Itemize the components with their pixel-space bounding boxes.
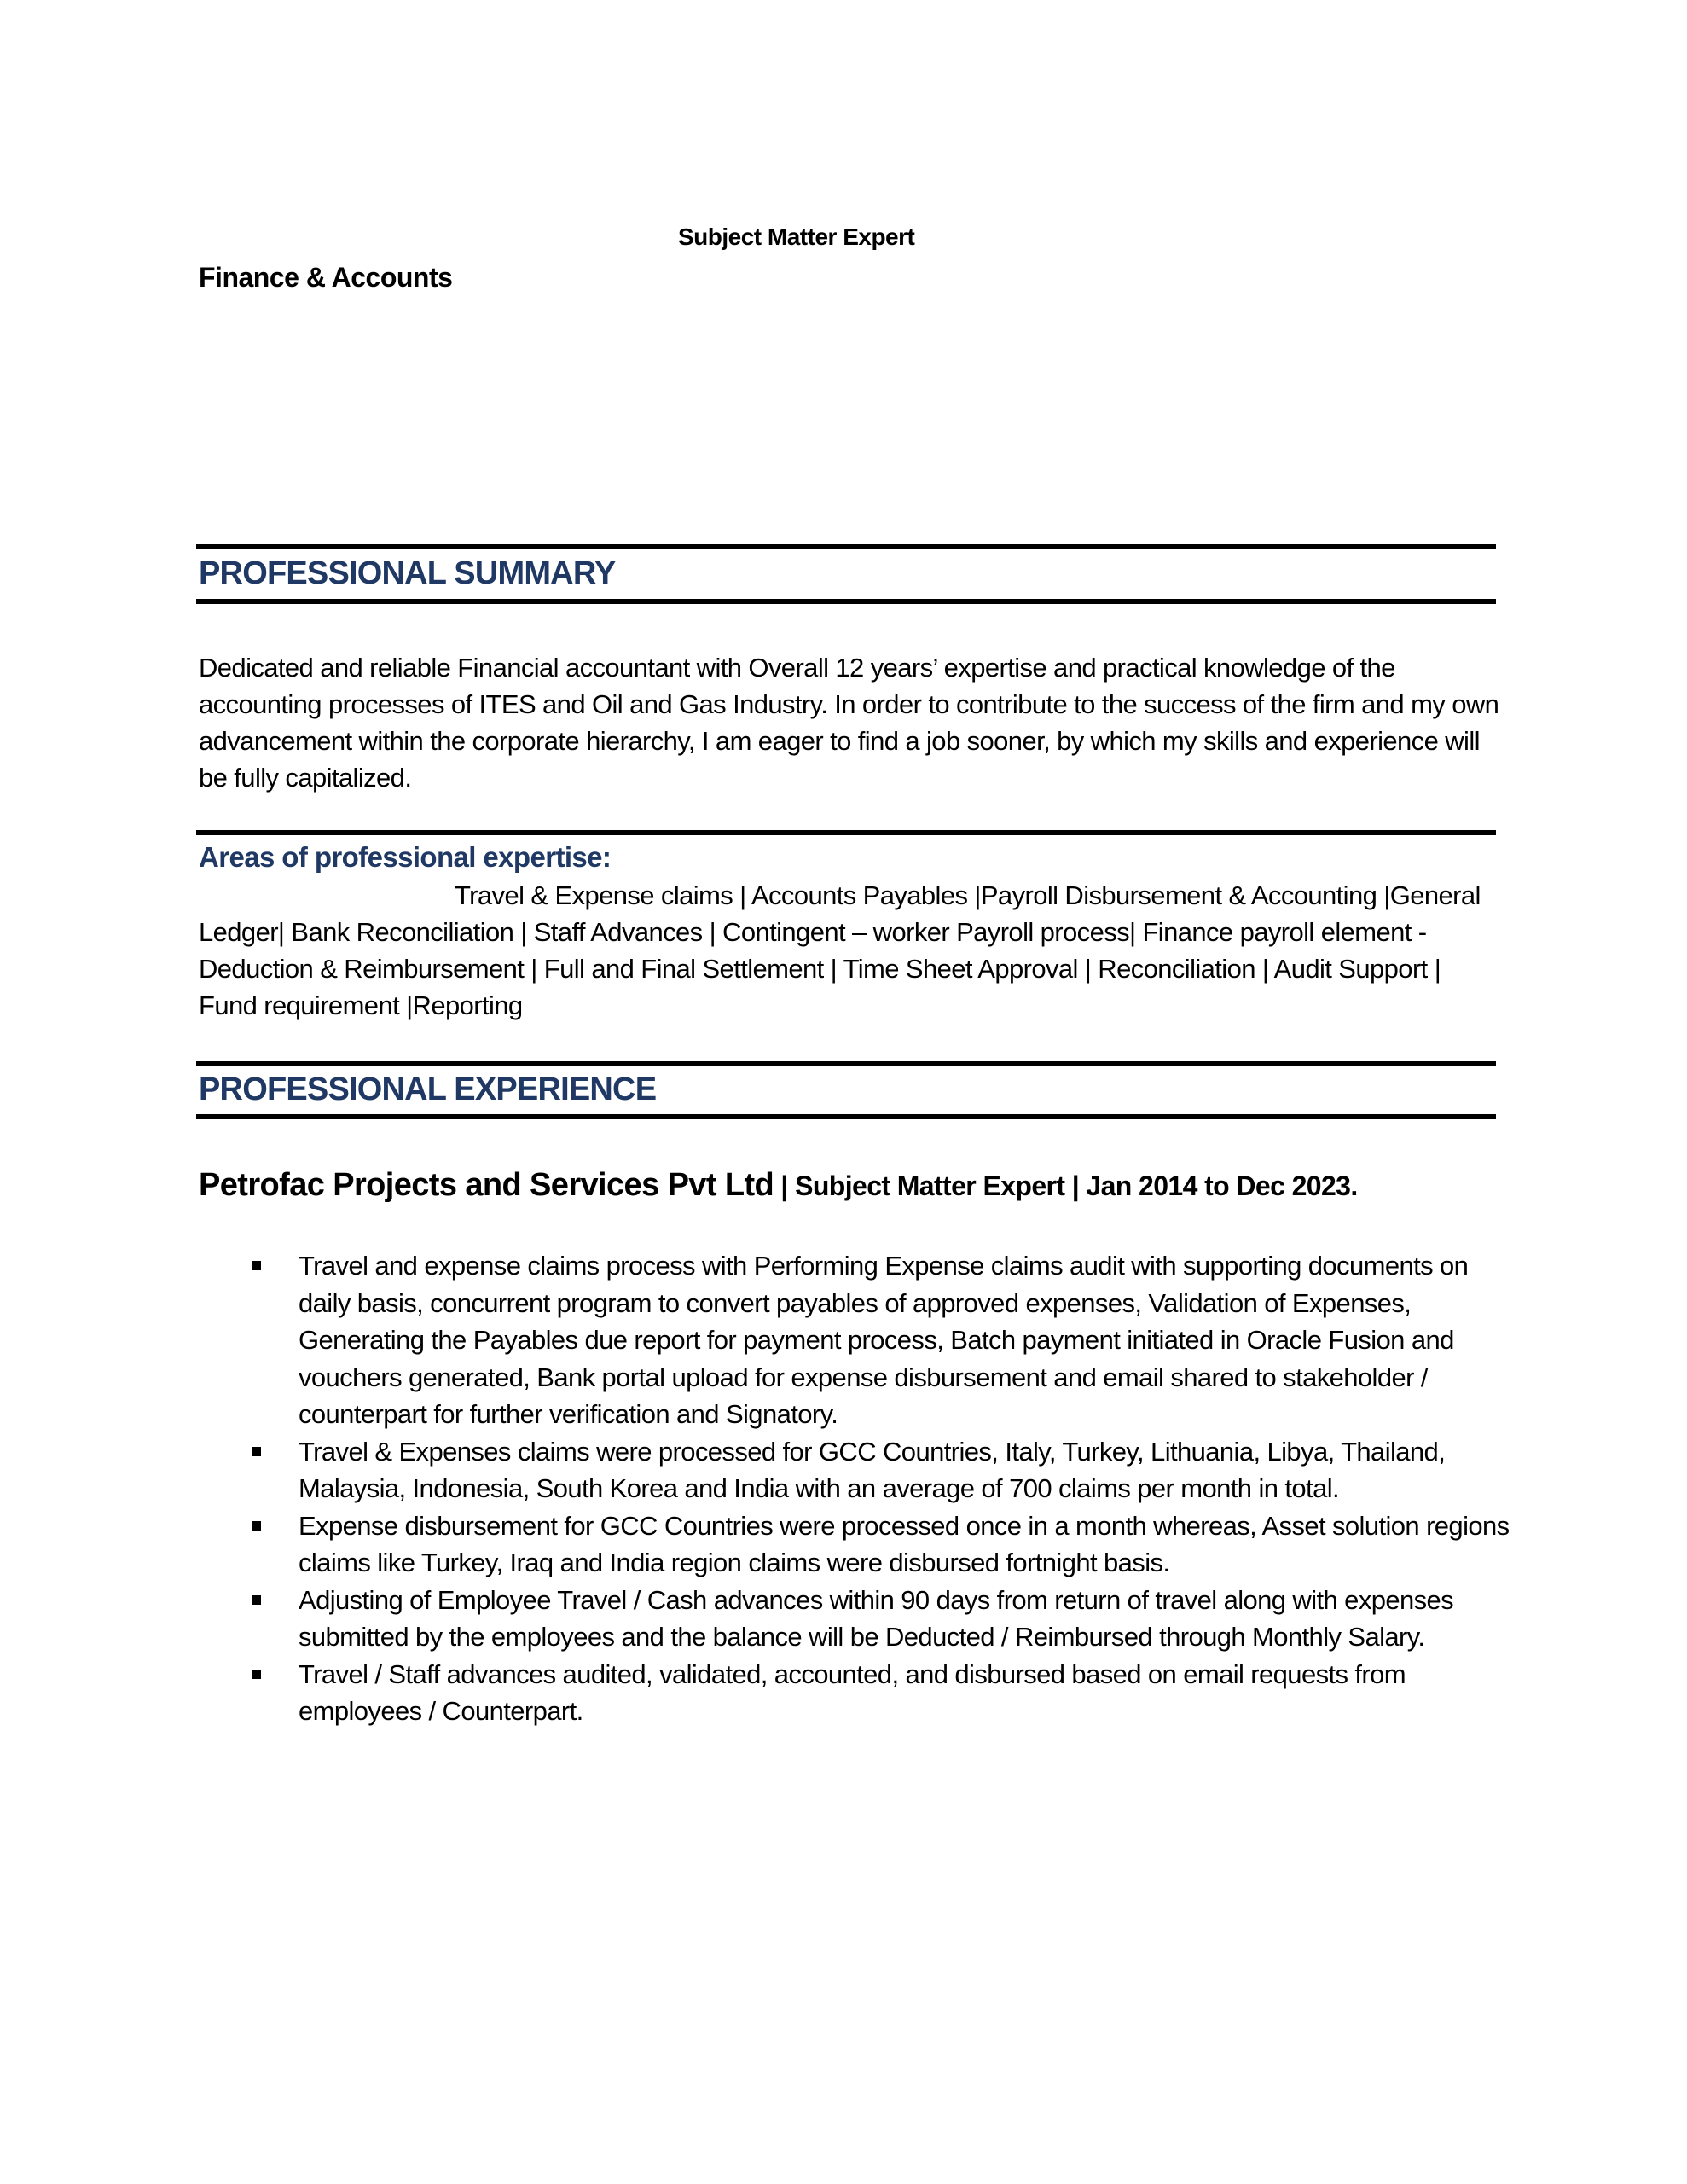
experience-heading: PROFESSIONAL EXPERIENCE [199, 1072, 657, 1107]
job-title-header: Subject Matter Expert [678, 224, 915, 250]
section-divider-top [196, 1061, 1496, 1066]
bullet-text: Travel / Staff advances audited, validated, accounted, and disbursed based on email requests from employees / Counterpart. [299, 1658, 1406, 1726]
square-bullet-icon [252, 1447, 261, 1456]
section-divider-bottom [196, 1114, 1496, 1119]
job-role-dates: | Subject Matter Expert | Jan 2014 to Dec 2023. [774, 1170, 1358, 1201]
expertise-heading: Areas of professional expertise: [199, 841, 612, 873]
job-header [199, 1167, 1358, 1204]
section-divider-top [196, 544, 1496, 549]
bullet-text: Expense disbursement for GCC Countries were processed once in a month whereas, Asset solution regions claims like Turkey, Iraq and India region claims were disbursed fortnight basis. [299, 1510, 1510, 1577]
list-item [199, 1433, 1512, 1507]
department-header: Finance & Accounts [199, 262, 453, 293]
expertise-text: Travel & Expense claims | Accounts Payables |Payroll Disbursement & Accounting |General Ledger| Bank Reconciliation | Staff Advances | Contingent – worker Payroll process| Finance payroll element - Deduction & Reimbursement | Full and Final Settlement | Time Sheet Approval | Reconciliation | Audit Support | Fund requirement |Reporting [199, 880, 1481, 1020]
company-name: Petrofac Projects and Services Pvt Ltd [199, 1167, 774, 1203]
square-bullet-icon [252, 1521, 261, 1531]
summary-text: Dedicated and reliable Financial accountant with Overall 12 years’ expertise and practical knowledge of the accounting processes of ITES and Oil and Gas Industry. In order to contribute to the success of the firm and my own advancement within the corporate hierarchy, I am eager to find a job sooner, by which my skills and experience will be fully capitalized. [199, 653, 1499, 793]
square-bullet-icon [252, 1261, 261, 1270]
bullet-text: Travel & Expenses claims were processed for GCC Countries, Italy, Turkey, Lithuania, Libya, Thailand, Malaysia, Indonesia, South Korea and India with an average of 700 claims per month in total. [299, 1436, 1446, 1503]
list-item [199, 1656, 1512, 1730]
section-divider-bottom [196, 599, 1496, 604]
list-item [199, 1247, 1512, 1433]
bullet-text: Travel and expense claims process with Performing Expense claims audit with supporting documents on daily basis, concurrent program to convert payables of approved expenses, Validation of Expenses, Generating the Payables due report for payment process, Batch payment initiated in Oracle Fusion and vouchers generated, Bank portal upload for expense disbursement and email shared to stakeholder / counterpart for further verification and Signatory. [299, 1251, 1469, 1429]
bullet-text: Adjusting of Employee Travel / Cash advances within 90 days from return of travel along with expenses submitted by the employees and the balance will be Deducted / Reimbursed through Monthly Salary. [299, 1584, 1454, 1652]
list-item [199, 1582, 1512, 1656]
square-bullet-icon [252, 1670, 261, 1679]
square-bullet-icon [252, 1595, 261, 1605]
job-responsibilities-list [199, 1247, 1512, 1730]
section-divider-top [196, 830, 1496, 835]
summary-heading: PROFESSIONAL SUMMARY [199, 555, 616, 591]
list-item [199, 1507, 1512, 1582]
